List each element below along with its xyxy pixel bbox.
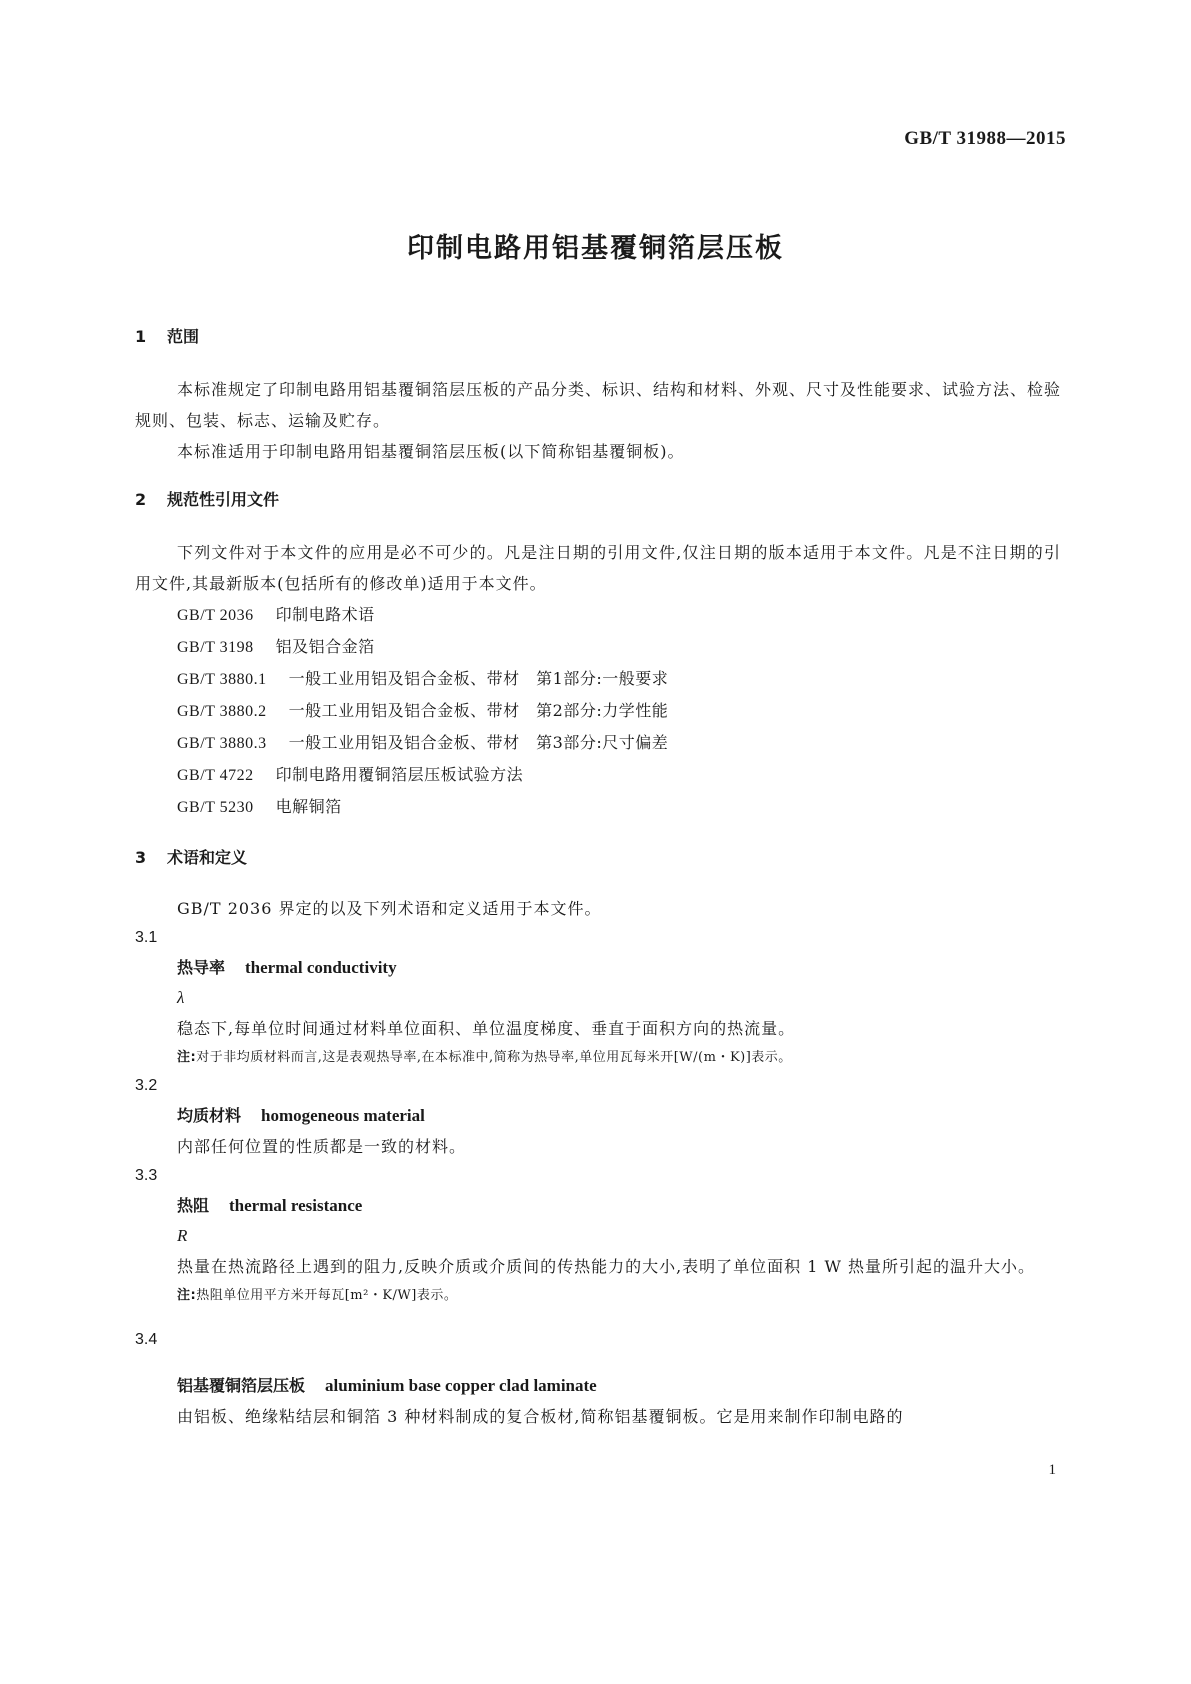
term-zh: 热导率 [177,958,226,977]
reference-code: GB/T 3880.1 [177,671,267,688]
term-definition: 内部任何位置的性质都是一致的材料。 [177,1137,467,1156]
reference-code: GB/T 3198 [177,639,254,656]
term-note [135,1282,1061,1310]
note-text: 热阻单位用平方米开每瓦[m²・K/W]表示。 [196,1288,458,1303]
term-definition: 稳态下,每单位时间通过材料单位面积、单位温度梯度、垂直于面积方向的热流量。 [177,1019,796,1038]
term-symbol: λ [177,988,185,1007]
reference-code: GB/T 2036 [177,607,254,624]
term-zh: 铝基覆铜箔层压板 [177,1376,306,1395]
term-zh: 均质材料 [177,1106,242,1125]
term-symbol: R [177,1226,188,1245]
term-name [135,1370,1061,1401]
document-title: 印制电路用铝基覆铜箔层压板 [407,233,784,264]
section-number: 1 [135,327,147,346]
document-body [135,324,1061,1432]
reference-title: 印制电路术语 [275,605,375,624]
term-definition: 由铝板、绝缘粘结层和铜箔 3 种材料制成的复合板材,简称铝基覆铜板。它是用来制作印制电路的 [177,1407,904,1426]
term-name [135,1190,1061,1221]
section-number: 2 [135,490,147,509]
section-heading-normative-references [135,487,1061,513]
reference-item [135,599,1061,631]
term-name [135,1100,1061,1131]
reference-code: GB/T 4722 [177,767,254,784]
term-definition: 热量在热流路径上遇到的阻力,反映介质或介质间的传热能力的大小,表明了单位面积 1 W 热量所引起的温升大小。 [177,1257,1036,1276]
reference-code: GB/T 3880.3 [177,735,267,752]
term-name [135,952,1061,983]
term-number: 3.4 [135,1331,158,1348]
reference-item [135,631,1061,663]
reference-title: 一般工业用铝及铝合金板、带材 第3部分:尺寸偏差 [288,733,669,752]
paragraph: 下列文件对于本文件的应用是必不可少的。凡是注日期的引用文件,仅注日期的版本适用于本文件。凡是不注日期的引用文件,其最新版本(包括所有的修改单)适用于本文件。 [135,543,1061,593]
standard-code: GB/T 31988—2015 [904,128,1066,149]
term-note [135,1044,1061,1072]
reference-item [135,663,1061,695]
term-en: thermal resistance [229,1196,363,1215]
term-number: 3.1 [135,929,158,946]
term-en: homogeneous material [261,1106,425,1125]
reference-item [135,791,1061,823]
section-title: 范围 [167,327,200,346]
term-en: aluminium base copper clad laminate [325,1376,597,1395]
page-number: 1 [1048,1462,1056,1478]
section-heading-terms-definitions [135,845,1061,871]
paragraph: GB/T 2036 界定的以及下列术语和定义适用于本文件。 [177,899,602,918]
term-en: thermal conductivity [245,958,397,977]
term-zh: 热阻 [177,1196,210,1215]
reference-title: 一般工业用铝及铝合金板、带材 第2部分:力学性能 [288,701,669,720]
note-text: 对于非均质材料而言,这是表观热导率,在本标准中,简称为热导率,单位用瓦每米开[W/(m・K)]表示。 [196,1050,792,1065]
section-heading-scope [135,324,1061,350]
section-number: 3 [135,848,147,867]
reference-item [135,727,1061,759]
reference-title: 铝及铝合金箔 [275,637,375,656]
note-label: 注: [177,1050,197,1065]
reference-item [135,695,1061,727]
reference-title: 印制电路用覆铜箔层压板试验方法 [275,765,524,784]
reference-title: 一般工业用铝及铝合金板、带材 第1部分:一般要求 [288,669,669,688]
section-title: 规范性引用文件 [167,490,280,509]
term-number: 3.2 [135,1077,158,1094]
term-number: 3.3 [135,1167,158,1184]
paragraph: 本标准适用于印制电路用铝基覆铜箔层压板(以下简称铝基覆铜板)。 [177,442,685,461]
note-label: 注: [177,1288,197,1303]
section-title: 术语和定义 [167,848,248,867]
reference-code: GB/T 5230 [177,799,254,816]
reference-title: 电解铜箔 [275,797,342,816]
reference-code: GB/T 3880.2 [177,703,267,720]
paragraph: 本标准规定了印制电路用铝基覆铜箔层压板的产品分类、标识、结构和材料、外观、尺寸及性能要求、试验方法、检验规则、包装、标志、运输及贮存。 [135,380,1062,430]
reference-item [135,759,1061,791]
